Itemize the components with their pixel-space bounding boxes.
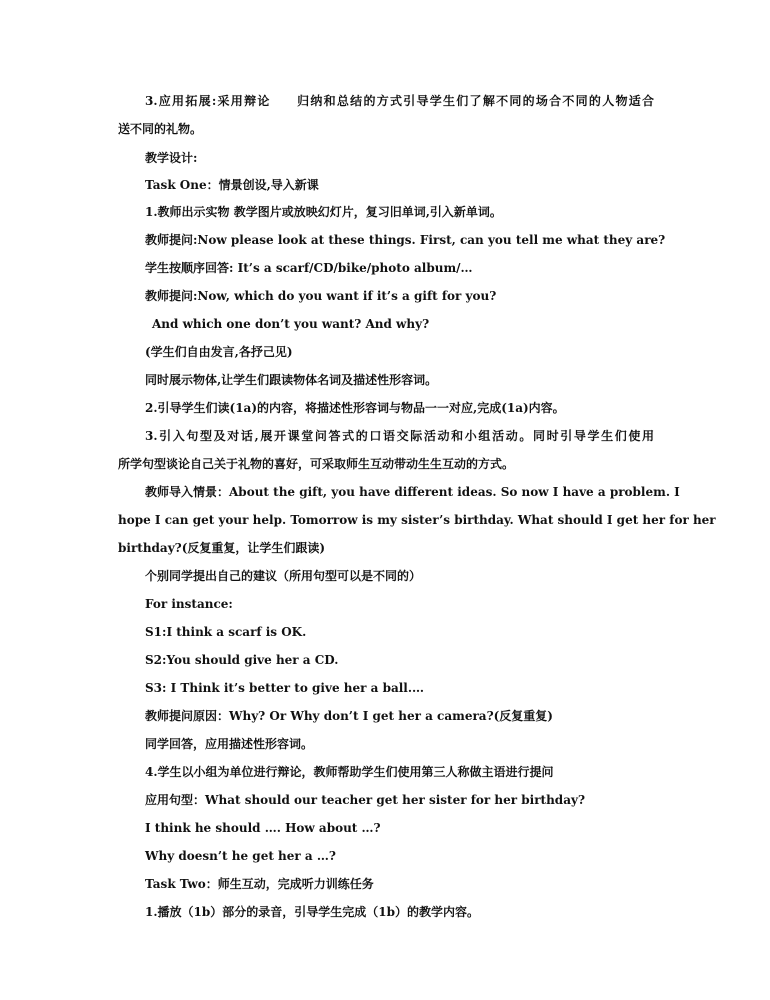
paragraph-line: (学生们自由发言,各抒己见) — [145, 345, 293, 359]
paragraph-line: Why doesn’t he get her a …? — [145, 849, 336, 863]
paragraph-line: 应用句型：What should our teacher get her sister for her birthday? — [145, 793, 585, 807]
paragraph-line: 同学回答，应用描述性形容词。 — [145, 737, 314, 751]
paragraph-line: 教师导入情景：About the gift, you have different ideas. So now I have a problem. I — [145, 485, 680, 499]
paragraph-line: 同时展示物体,让学生们跟读物体名词及描述性形容词。 — [145, 373, 438, 387]
paragraph-line: 3.应用拓展:采用辩论 归纳和总结的方式引导学生们了解不同的场合不同的人物适合 — [145, 94, 654, 108]
paragraph-line: 送不同的礼物。 — [118, 122, 203, 136]
paragraph-line: S2:You should give her a CD. — [145, 653, 339, 667]
paragraph-line: 3.引入句型及对话,展开课堂问答式的口语交际活动和小组活动。同时引导学生们使用 — [145, 429, 654, 443]
paragraph-line: 教师提问原因：Why? Or Why don’t I get her a camera?(反复重复) — [145, 709, 553, 723]
paragraph-line: birthday?(反复重复，让学生们跟读) — [118, 541, 326, 555]
paragraph-line: 教师提问:Now, which do you want if it’s a gift for you? — [145, 289, 497, 303]
task-heading: Task One：情景创设,导入新课 — [145, 178, 319, 192]
section-heading: 教学设计: — [145, 151, 198, 165]
paragraph-line: 2.引导学生们读(1a)的内容，将描述性形容词与物品一一对应,完成(1a)内容。 — [145, 401, 565, 415]
paragraph-line: 教师提问:Now please look at these things. First, can you tell me what they are? — [145, 233, 666, 247]
paragraph-line: 个别同学提出自己的建议（所用句型可以是不同的） — [145, 569, 422, 583]
paragraph-line: hope I can get your help. Tomorrow is my sister’s birthday. What should I get her for her — [118, 513, 716, 527]
task-heading: Task Two：师生互动，完成听力训练任务 — [145, 877, 374, 891]
paragraph-line: 1.播放（1b）部分的录音，引导学生完成（1b）的教学内容。 — [145, 905, 480, 919]
paragraph-line: 所学句型谈论自己关于礼物的喜好，可采取师生互动带动生生互动的方式。 — [118, 457, 515, 471]
paragraph-line: S1:I think a scarf is OK. — [145, 625, 307, 639]
paragraph-line: 1.教师出示实物 教学图片或放映幻灯片，复习旧单词,引入新单词。 — [145, 205, 502, 219]
paragraph-line: 学生按顺序回答: It’s a scarf/CD/bike/photo album/… — [145, 261, 473, 275]
paragraph-line: For instance: — [145, 597, 233, 611]
paragraph-line: I think he should …. How about …? — [145, 821, 381, 835]
paragraph-line: 4.学生以小组为单位进行辩论，教师帮助学生们使用第三人称做主语进行提问 — [145, 765, 554, 779]
paragraph-line: S3: I Think it’s better to give her a ball.… — [145, 681, 425, 695]
paragraph-line: And which one don’t you want? And why? — [152, 317, 430, 331]
